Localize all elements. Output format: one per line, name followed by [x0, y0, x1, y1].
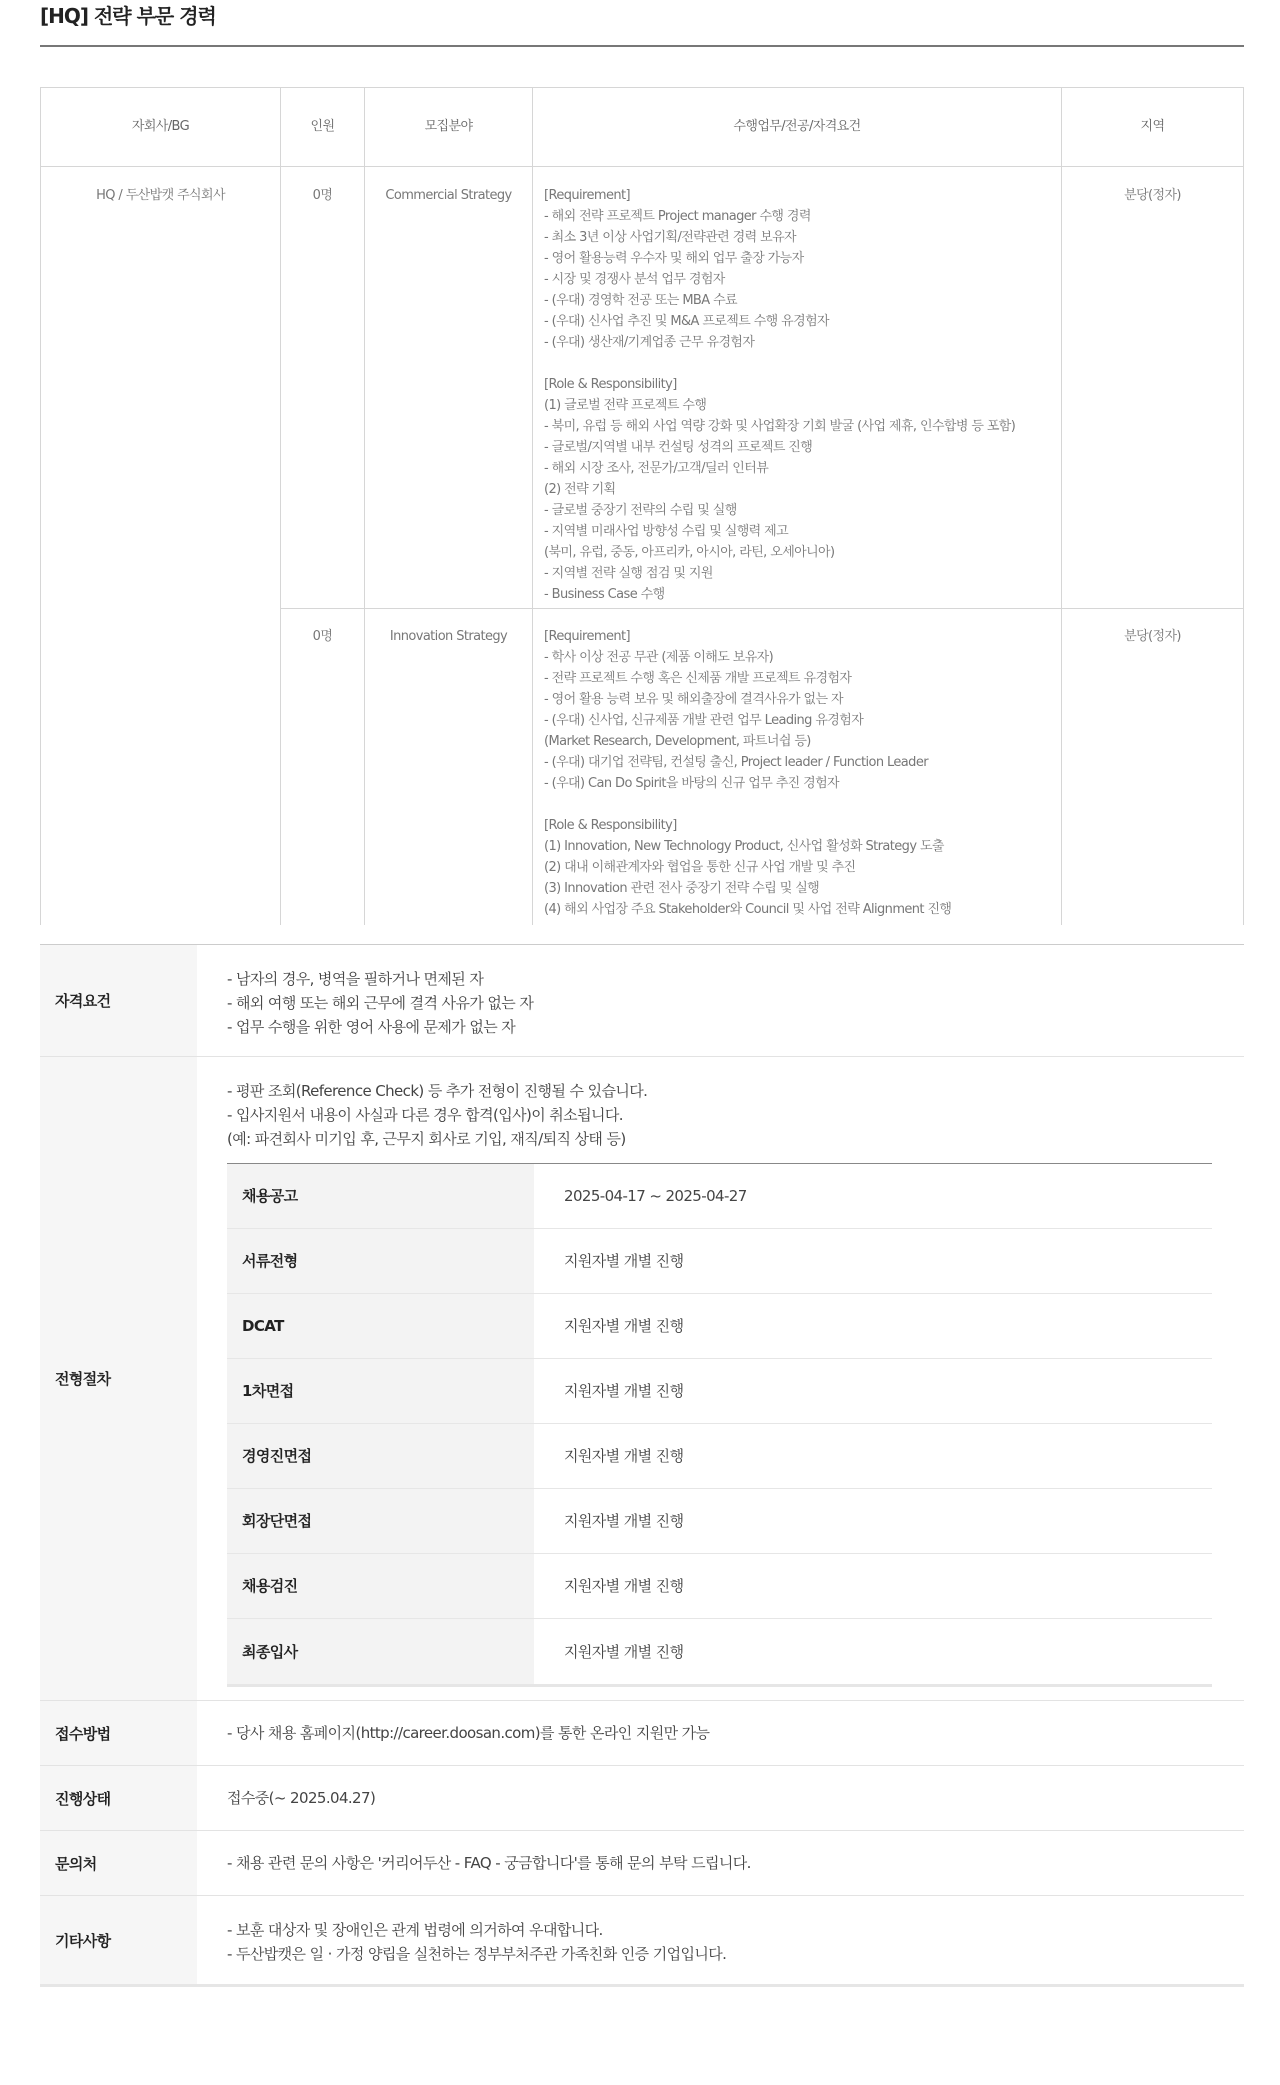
qualification-label: 자격요건 [40, 945, 197, 1056]
info-row-status [40, 1766, 1244, 1831]
qualification-line: - 해외 여행 또는 해외 근무에 결격 사유가 없는 자 [227, 994, 534, 1012]
header-field: 모집분야 [424, 119, 473, 134]
process-note-line: (예: 파견회사 미기입 후, 근무지 회사로 기입, 재직/퇴직 상태 등) [227, 1130, 626, 1148]
recruit-info-table [40, 944, 1244, 1987]
column-divider [280, 88, 281, 925]
process-step-name: 회장단면접 [227, 1489, 534, 1553]
duty-line: - 전략 프로젝트 수행 혹은 신제품 개발 프로젝트 유경험자 [544, 671, 852, 686]
duty-line: [Requirement] [544, 188, 630, 203]
process-step-name: 1차면접 [227, 1359, 534, 1423]
process-step-value: 지원자별 개별 진행 [564, 1252, 684, 1270]
process-step-value: 지원자별 개별 진행 [564, 1317, 684, 1335]
duty-line: - 영어 활용 능력 보유 및 해외출장에 결격사유가 없는 자 [544, 692, 843, 707]
duty-line: - (우대) 경영학 전공 또는 MBA 수료 [544, 293, 737, 308]
duty-line: - 글로벌/지역별 내부 컨설팅 성격의 프로젝트 진행 [544, 440, 813, 455]
position-count: 0명 [312, 629, 333, 644]
process-step-value: 지원자별 개별 진행 [564, 1577, 684, 1595]
header-count: 인원 [310, 119, 335, 134]
process-step-row [227, 1554, 1212, 1619]
process-step-name: DCAT [227, 1294, 534, 1358]
status-label: 진행상태 [40, 1766, 197, 1830]
header-divider [41, 166, 1243, 167]
info-row-apply [40, 1701, 1244, 1766]
process-step-value: 지원자별 개별 진행 [564, 1447, 684, 1465]
process-step-row [227, 1424, 1212, 1489]
qualification-line: - 남자의 경우, 병역을 필하거나 면제된 자 [227, 970, 484, 988]
position-region: 분당(정자) [1124, 629, 1181, 644]
etc-line: - 보훈 대상자 및 장애인은 관계 법령에 의거하여 우대합니다. [227, 1921, 603, 1939]
position-duties [544, 185, 1054, 605]
duty-line: [Requirement] [544, 629, 630, 644]
duty-line: - 북미, 유럽 등 해외 사업 역량 강화 및 사업확장 기회 발굴 (사업 제휴, 인수합병 등 포함) [544, 419, 1016, 434]
column-divider [1061, 88, 1062, 925]
qualification-text [197, 945, 1244, 1056]
duty-line: (2) 대내 이해관계자와 협업을 통한 신규 사업 개발 및 추진 [544, 860, 856, 875]
duty-line [544, 794, 1054, 815]
duty-line: - (우대) Can Do Spirit을 바탕의 신규 업무 추진 경험자 [544, 776, 840, 791]
duty-line: - 최소 3년 이상 사업기획/전략관련 경력 보유자 [544, 230, 796, 245]
title-divider [40, 45, 1244, 47]
duty-line: (1) Innovation, New Technology Product, 신사업 활성화 Strategy 도출 [544, 839, 944, 854]
duty-line: - 지역별 미래사업 방향성 수립 및 실행력 제고 [544, 524, 789, 539]
company-cell: HQ / 두산밥캣 주식회사 [96, 188, 225, 203]
duty-line: (북미, 유럽, 중동, 아프리카, 아시아, 라틴, 오세아니아) [544, 545, 835, 560]
process-label: 전형절차 [40, 1057, 197, 1700]
info-row-process [40, 1057, 1244, 1701]
position-count: 0명 [312, 188, 333, 203]
duty-line: - (우대) 생산재/기계업종 근무 유경험자 [544, 335, 755, 350]
duty-line: - (우대) 신사업, 신규제품 개발 관련 업무 Leading 유경험자 [544, 713, 864, 728]
duty-line: - 시장 및 경쟁사 분석 업무 경험자 [544, 272, 725, 287]
duty-line: - (우대) 대기업 전략팀, 컨설팅 출신, Project leader / Function Leader [544, 755, 928, 770]
process-step-name: 경영진면접 [227, 1424, 534, 1488]
process-note-line: - 입사지원서 내용이 사실과 다른 경우 합격(입사)이 취소됩니다. [227, 1106, 623, 1124]
process-step-name: 서류전형 [227, 1229, 534, 1293]
duty-line: [Role & Responsibility] [544, 818, 677, 833]
process-step-value: 2025-04-17 ~ 2025-04-27 [564, 1187, 747, 1205]
duty-line [544, 353, 1054, 374]
duty-line: (4) 해외 사업장 주요 Stakeholder와 Council 및 사업 전략 Alignment 진행 [544, 902, 952, 917]
process-body [197, 1057, 1244, 1700]
header-company: 자회사/BG [131, 119, 190, 134]
etc-text [197, 1896, 1244, 1984]
process-step-row [227, 1359, 1212, 1424]
column-divider [532, 88, 533, 925]
info-row-qualification [40, 945, 1244, 1057]
process-notes [227, 1079, 1244, 1151]
duty-line: - 영어 활용능력 우수자 및 해외 업무 출장 가능자 [544, 251, 804, 266]
process-step-row [227, 1619, 1212, 1684]
position-duties [544, 626, 1054, 920]
etc-label: 기타사항 [40, 1896, 197, 1984]
positions-table [40, 87, 1244, 925]
duty-line: - 지역별 전략 실행 점검 및 지원 [544, 566, 713, 581]
duty-line: - 학사 이상 전공 무관 (제품 이해도 보유자) [544, 650, 774, 665]
qualification-line: - 업무 수행을 위한 영어 사용에 문제가 없는 자 [227, 1018, 516, 1036]
duty-line: - Business Case 수행 [544, 587, 665, 602]
process-note-line: - 평판 조회(Reference Check) 등 추가 전형이 진행될 수 있습니다. [227, 1082, 648, 1100]
process-step-value: 지원자별 개별 진행 [564, 1512, 684, 1530]
duty-line: (1) 글로벌 전략 프로젝트 수행 [544, 398, 707, 413]
duty-line: [Role & Responsibility] [544, 377, 677, 392]
position-field: Commercial Strategy [385, 188, 512, 203]
process-step-name: 최종입사 [227, 1619, 534, 1684]
process-step-value: 지원자별 개별 진행 [564, 1382, 684, 1400]
process-step-name: 채용검진 [227, 1554, 534, 1618]
apply-text: - 당사 채용 홈페이지(http://career.doosan.com)를 통한 온라인 지원만 가능 [227, 1724, 710, 1742]
duty-line: (2) 전략 기획 [544, 482, 616, 497]
column-divider [364, 88, 365, 925]
process-step-row [227, 1164, 1212, 1229]
position-field: Innovation Strategy [389, 629, 508, 644]
info-row-etc [40, 1896, 1244, 1987]
process-step-row [227, 1294, 1212, 1359]
header-region: 지역 [1140, 119, 1165, 134]
duty-line: (3) Innovation 관련 전사 중장기 전략 수립 및 실행 [544, 881, 820, 896]
apply-label: 접수방법 [40, 1701, 197, 1765]
duty-line: - 해외 전략 프로젝트 Project manager 수행 경력 [544, 209, 811, 224]
duty-line: - 글로벌 중장기 전략의 수립 및 실행 [544, 503, 737, 518]
process-step-row [227, 1229, 1212, 1294]
duty-line: - 해외 시장 조사, 전문가/고객/딜러 인터뷰 [544, 461, 769, 476]
position-region: 분당(정자) [1124, 188, 1181, 203]
process-step-value: 지원자별 개별 진행 [564, 1642, 684, 1661]
process-step-row [227, 1489, 1212, 1554]
status-text: 접수중(~ 2025.04.27) [227, 1789, 376, 1807]
row-divider [280, 608, 1243, 609]
header-duties: 수행업무/전공/자격요건 [733, 119, 861, 134]
contact-label: 문의처 [40, 1831, 197, 1895]
etc-line: - 두산밥캣은 일 · 가정 양립을 실천하는 정부부처주관 가족친화 인증 기업입니다. [227, 1945, 727, 1963]
page-title: [HQ] 전략 부문 경력 [40, 4, 216, 28]
duty-line: (Market Research, Development, 파트너쉽 등) [544, 734, 811, 749]
duty-line: - (우대) 신사업 추진 및 M&A 프로젝트 수행 유경험자 [544, 314, 829, 329]
contact-text: - 채용 관련 문의 사항은 '커리어두산 - FAQ - 궁금합니다'를 통해 문의 부탁 드립니다. [227, 1854, 751, 1872]
process-steps-table [227, 1163, 1212, 1687]
info-row-contact [40, 1831, 1244, 1896]
process-step-name: 채용공고 [227, 1164, 534, 1228]
